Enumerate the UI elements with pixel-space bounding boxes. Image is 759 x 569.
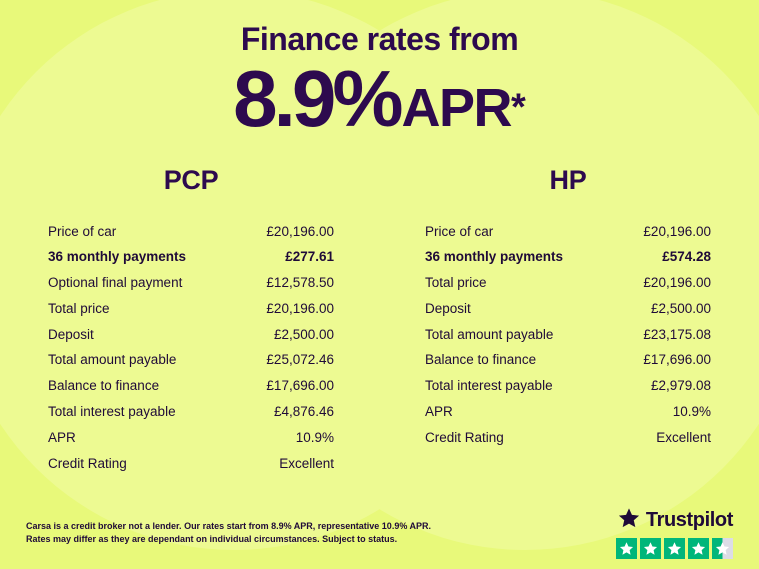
row-value: £20,196.00: [266, 223, 334, 239]
headline: Finance rates from: [240, 21, 519, 57]
row-value: £17,696.00: [266, 378, 334, 394]
rate-asterisk: *: [511, 86, 526, 129]
disclaimer-text: [26, 520, 431, 546]
row-label: Deposit: [425, 300, 471, 316]
table-row: [415, 218, 721, 244]
row-label: Optional final payment: [48, 275, 183, 291]
table-row: [415, 399, 721, 425]
row-label: Total price: [48, 300, 110, 316]
row-value: £23,175.08: [643, 326, 711, 342]
row-value: £574.28: [662, 249, 711, 265]
trustpilot-star-icon: [618, 507, 640, 534]
row-label: Balance to finance: [48, 378, 160, 394]
table-row: [415, 321, 721, 347]
table-row: [415, 270, 721, 296]
row-label: 36 monthly payments: [425, 249, 564, 265]
table-row: [38, 321, 344, 347]
row-value: £20,196.00: [266, 300, 334, 316]
row-value: £2,500.00: [273, 326, 334, 342]
table-row: [415, 296, 721, 322]
row-value: £4,876.46: [273, 404, 334, 420]
row-value: Excellent: [656, 429, 711, 445]
table-row: [415, 347, 721, 373]
column-title-hp: HP: [549, 165, 587, 196]
rate-value: 8.9%: [233, 54, 400, 144]
trustpilot-badge: [616, 507, 733, 559]
row-value: £277.61: [285, 249, 334, 265]
row-label: 36 monthly payments: [48, 249, 187, 265]
trustpilot-half-star-icon: [712, 538, 733, 559]
trustpilot-rating-stars: [616, 538, 733, 559]
rate-display: [0, 54, 759, 144]
trustpilot-wordmark: Trustpilot: [645, 509, 733, 531]
row-value: 10.9%: [672, 404, 711, 420]
table-row: [38, 244, 344, 270]
finance-columns: [0, 165, 759, 476]
row-label: Price of car: [48, 223, 117, 239]
table-row: [38, 296, 344, 322]
column-title-pcp: PCP: [163, 165, 219, 196]
table-row: [38, 399, 344, 425]
row-label: Total amount payable: [425, 326, 554, 342]
row-label: Total interest payable: [425, 378, 553, 394]
row-label: Total interest payable: [48, 404, 176, 420]
finance-column-hp: [415, 165, 721, 476]
table-row: [38, 347, 344, 373]
row-label: Total amount payable: [48, 352, 177, 368]
row-value: £2,979.08: [650, 378, 711, 394]
disclaimer-line-1: Carsa is a credit broker not a lender. Our rates start from 8.9% APR, representative 10.9% APR.: [26, 520, 431, 531]
row-label: APR: [425, 404, 453, 420]
row-value: £20,196.00: [643, 223, 711, 239]
row-label: Credit Rating: [425, 429, 504, 445]
trustpilot-logo: [618, 507, 733, 534]
row-value: £20,196.00: [643, 275, 711, 291]
row-value: £17,696.00: [643, 352, 711, 368]
row-value: Excellent: [279, 455, 334, 471]
disclaimer-line-2: Rates may differ as they are dependant on individual circumstances. Subject to status.: [26, 534, 398, 544]
finance-column-pcp: [38, 165, 344, 476]
trustpilot-star-icon: [616, 538, 637, 559]
table-row: [38, 424, 344, 450]
row-label: Balance to finance: [425, 352, 537, 368]
row-label: Price of car: [425, 223, 494, 239]
row-label: Deposit: [48, 326, 94, 342]
rate-unit: APR: [401, 78, 512, 139]
table-row: [38, 218, 344, 244]
trustpilot-star-icon: [640, 538, 661, 559]
table-row: [415, 424, 721, 450]
row-value: £2,500.00: [650, 300, 711, 316]
row-value: 10.9%: [295, 429, 334, 445]
footer: [0, 497, 759, 569]
table-row: [38, 373, 344, 399]
table-row: [415, 244, 721, 270]
row-value: £12,578.50: [266, 275, 334, 291]
row-label: Credit Rating: [48, 455, 127, 471]
row-value: £25,072.46: [266, 352, 334, 368]
row-label: APR: [48, 429, 76, 445]
table-row: [38, 270, 344, 296]
table-row: [38, 450, 344, 476]
trustpilot-star-icon: [688, 538, 709, 559]
table-row: [415, 373, 721, 399]
row-label: Total price: [425, 275, 487, 291]
trustpilot-star-icon: [664, 538, 685, 559]
